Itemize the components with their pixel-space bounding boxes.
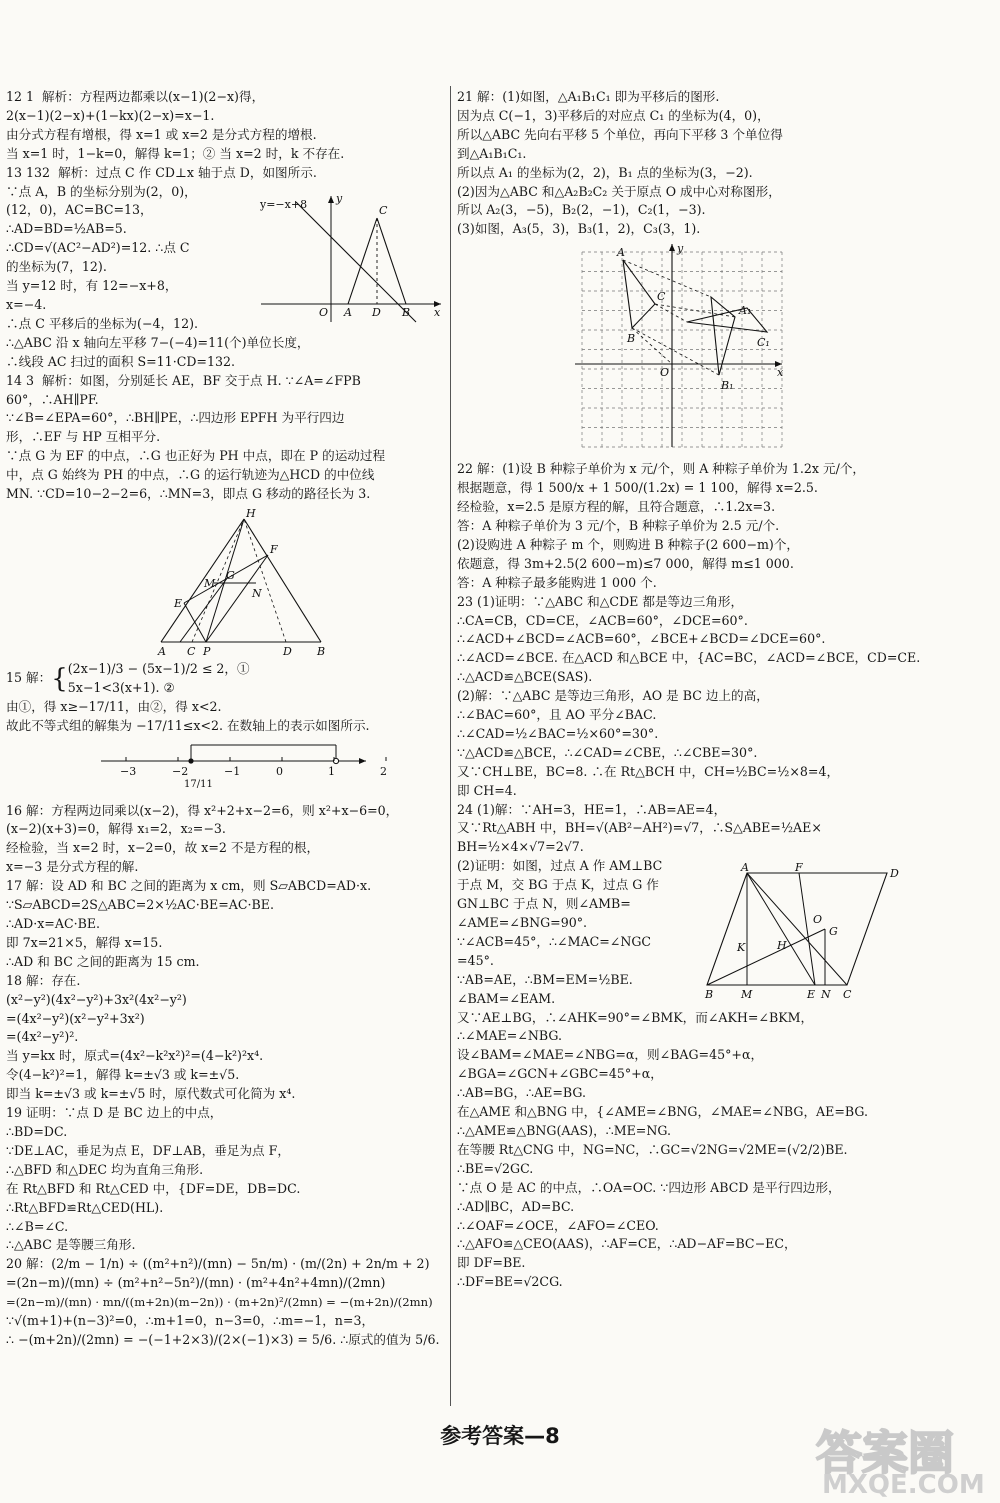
text-line: x=−4. bbox=[6, 296, 47, 312]
text-line: (2)因为△ABC 和△A₂B₂C₂ 关于原点 O 成中心对称图形， bbox=[457, 183, 781, 199]
svg-text:H: H bbox=[246, 506, 256, 520]
text-line: ∴AD=BD=½AB=5. bbox=[6, 221, 127, 237]
text-line: ∴△ACD≌△BCE(SAS). bbox=[457, 669, 593, 685]
text-line: 16 解：方程两边同乘以(x−2)，得 x²+2+x−2=6，则 x²+x−6=0， bbox=[6, 802, 399, 818]
svg-text:B: B bbox=[705, 987, 714, 1001]
text-line: 所以点 A₁ 的坐标为(2，2)，B₁ 点的坐标为(3，−2). bbox=[457, 164, 753, 180]
svg-text:G: G bbox=[829, 924, 838, 938]
text-line: 即当 k=±√3 或 k=±√5 时，原代数式可化简为 x⁴. bbox=[6, 1086, 296, 1102]
text-line: 故此不等式组的解集为 −17/11≤x<2. 在数轴上的表示如图所示. bbox=[6, 717, 370, 733]
text-line: ∴∠MAE=∠NBG. bbox=[457, 1028, 562, 1044]
text-line: 所以 A₂(3，−5)，B₂(2，−1)，C₂(1，−3). bbox=[457, 202, 706, 218]
svg-text:H: H bbox=[777, 938, 787, 952]
svg-text:O: O bbox=[319, 305, 329, 319]
text-line: 23 (1)证明：∵△ABC 和△CDE 都是等边三角形， bbox=[457, 593, 744, 609]
text-line: 形，∴EF 与 HP 互相平分. bbox=[6, 429, 161, 445]
svg-text:C: C bbox=[379, 203, 388, 217]
text-line: 13 132 解析：过点 C 作 CD⊥x 轴于点 D，如图所示. bbox=[6, 164, 317, 180]
svg-text:O: O bbox=[660, 366, 670, 380]
text-line: 的坐标为(7，12). bbox=[6, 259, 107, 275]
text-line: 2(x−1)(2−x)+(1−kx)(2−x)=x−1. bbox=[6, 107, 215, 123]
text-line: ∴AD·x=AC·BE. bbox=[6, 916, 101, 931]
text-line: (x²−y²)(4x²−y²)+3x²(4x²−y²) bbox=[6, 991, 187, 1007]
tick-label: −2 bbox=[172, 764, 189, 778]
text-line: ∴ −(m+2n)/(2mn) = −(−1+2×3)/(2×(−1)×3) = 5/6. ∴原式的值为 5/6. bbox=[6, 1331, 440, 1347]
answer-20 bbox=[6, 1255, 446, 1350]
svg-text:y: y bbox=[336, 191, 343, 205]
text-line: 依题意，得 3m+2.5(2 600−m)≤7 000，解得 m≤1 000. bbox=[457, 555, 794, 571]
svg-text:F: F bbox=[795, 860, 803, 874]
text-line: ∴线段 AC 扫过的面积 S=11·CD=132. bbox=[6, 353, 236, 369]
text-line: 60°，∴AH∥PF. bbox=[6, 391, 99, 407]
svg-text:N: N bbox=[252, 586, 262, 600]
text-line: 由分式方程有增根，得 x=1 或 x=2 是分式方程的增根. bbox=[6, 126, 317, 142]
text-line: ∵AB=AE，∴BM=EM=½BE. bbox=[457, 971, 633, 987]
text-line: (2)设购进 A 种粽子 m 个，则购进 B 种粽子(2 600−m)个， bbox=[457, 536, 800, 552]
equation-1: (2x−1)/3 − (5x−1)/2 ≤ 2，① bbox=[67, 660, 250, 676]
text-line: ∠BGA=∠GCN+∠GBC=45°+α， bbox=[457, 1066, 663, 1082]
text-line: ∠BAM=∠EAM. bbox=[457, 990, 556, 1006]
text-line: ∴AD 和 BC 之间的距离为 15 cm. bbox=[6, 953, 200, 969]
text-line: 又∵CH⊥BE，BC=8. ∴在 Rt△BCH 中，CH=½BC=½×8=4， bbox=[457, 763, 840, 779]
text-line: 因为点 C(−1，3)平移后的对应点 C₁ 的坐标为(4，0)， bbox=[457, 107, 770, 123]
text-line: x=−3 是分式方程的解. bbox=[6, 859, 139, 875]
q13-coordinate-figure bbox=[256, 192, 446, 327]
text-line: 即 7x=21×5，解得 x=15. bbox=[6, 934, 163, 950]
text-line: ∴点 C 平移后的坐标为(−4，12). bbox=[6, 315, 198, 331]
svg-text:O: O bbox=[813, 912, 823, 926]
text-line: 20 解：(2/m − 1/n) ÷ ((m²+n²)/(mn) − 5n/m) · (m/(2n) + 2n/m + 2) bbox=[6, 1256, 430, 1272]
svg-text:M: M bbox=[204, 576, 216, 590]
text-line: 所以△ABC 先向右平移 5 个单位，再向下平移 3 个单位得 bbox=[457, 126, 783, 142]
svg-text:A: A bbox=[344, 305, 352, 319]
text-line: 当 y=12 时，有 12=−x+8， bbox=[6, 278, 178, 294]
svg-text:C₁: C₁ bbox=[757, 336, 770, 350]
text-line: 在△AME 和△BNG 中，{∠AME=∠BNG，∠MAE=∠NBG，AE=BG. bbox=[457, 1104, 868, 1120]
text-line: ∴Rt△BFD≌Rt△CED(HL). bbox=[6, 1199, 164, 1215]
watermark-logo bbox=[808, 1425, 990, 1500]
svg-text:x: x bbox=[777, 366, 784, 380]
text-line: 中，点 G 始终为 PH 的中点，∴G 的运行轨迹为△HCD 的中位线 bbox=[6, 467, 375, 483]
text-line: 当 y=kx 时，原式=(4x²−k²x²)²=(4−k²)²x⁴. bbox=[6, 1048, 264, 1064]
text-line: 经检验，当 x=2 时，x−2=0，故 x=2 不是方程的根， bbox=[6, 840, 320, 856]
text-line: 17 解：设 AD 和 BC 之间的距离为 x cm，则 S▱ABCD=AD·x. bbox=[6, 878, 372, 894]
q24-parallelogram-figure bbox=[705, 860, 907, 1001]
equation-2: 5x−1<3(x+1). ② bbox=[67, 679, 175, 695]
svg-text:A: A bbox=[617, 246, 625, 260]
svg-text:B₁: B₁ bbox=[721, 379, 734, 393]
page-footer: 参考答案—8 bbox=[440, 1424, 560, 1448]
svg-text:C: C bbox=[843, 987, 852, 1001]
svg-text:M: M bbox=[741, 987, 753, 1001]
text-line: 答：A 种粽子单价为 3 元/个，B 种粽子单价为 2.5 元/个. bbox=[457, 517, 780, 533]
text-line: 24 (1)解：∵AH=3，HE=1，∴AB=AE=4， bbox=[457, 801, 727, 817]
text-line: ∴AD∥BC，AD=BC. bbox=[457, 1198, 575, 1214]
answer-22 bbox=[457, 460, 997, 592]
text-line: =45°. bbox=[457, 952, 494, 968]
text-line: ∵△ACD≌△BCE，∴∠CAD=∠CBE，∴∠CBE=30°. bbox=[457, 744, 758, 760]
text-line: 到△A₁B₁C₁. bbox=[457, 145, 527, 161]
text-line: ∴CA=CB，CD=CE，∠ACB=60°，∠DCE=60°. bbox=[457, 612, 748, 628]
text-line: ∵点 O 是 AC 的中点，∴OA=OC. ∵四边形 ABCD 是平行四边形， bbox=[457, 1179, 841, 1195]
text-line: =(2n−m)/(mn) · mn/((m+2n)(m−2n)) · (m+2n)²/(2mn) = −(m+2n)/(2mn) bbox=[6, 1295, 433, 1310]
tick-label: −3 bbox=[120, 764, 137, 778]
answer-19 bbox=[6, 1104, 446, 1255]
text-line: MN. ∵CD=10−2−2=6，∴MN=3，即点 G 移动的路径长为 3. bbox=[6, 486, 371, 502]
svg-text:N: N bbox=[821, 987, 831, 1001]
tick-label: 0 bbox=[276, 764, 283, 778]
text-line: 设∠BAM=∠MAE=∠NBG=α，则∠BAG=45°+α， bbox=[457, 1047, 764, 1063]
text-line: ∴CD=√(AC²−AD²)=12. ∴点 C bbox=[6, 240, 190, 256]
text-line: ∴∠BAC=60°，且 AO 平分∠BAC. bbox=[457, 707, 657, 723]
text-line: (2)解：∵△ABC 是等边三角形，AO 是 BC 边上的高， bbox=[457, 688, 769, 704]
answer-18 bbox=[6, 972, 446, 1104]
text-line: (2)证明：如图，过点 A 作 AM⊥BC bbox=[457, 858, 663, 874]
answer-13 bbox=[6, 164, 446, 372]
text-line: 令(4−k²)²=1，解得 k=±√3 或 k=±√5. bbox=[6, 1067, 240, 1083]
svg-text:y: y bbox=[677, 242, 684, 256]
text-line: 又∵AE⊥BG，∴∠AHK=90°=∠BMK，而∠AKH=∠BKM， bbox=[457, 1009, 814, 1025]
svg-text:C: C bbox=[657, 290, 666, 304]
text-line: ∴∠ACD=∠BCE. 在△ACD 和△BCE 中，{AC=BC，∠ACD=∠BCE，CD=CE. bbox=[457, 650, 921, 666]
answer-17 bbox=[6, 877, 446, 972]
answer-21 bbox=[457, 88, 997, 457]
svg-text:P: P bbox=[203, 644, 211, 658]
text-line: ∵DE⊥AC，垂足为点 E，DF⊥AB，垂足为点 F， bbox=[6, 1142, 290, 1158]
text-line: ∴∠B=∠C. bbox=[6, 1218, 69, 1234]
text-line: (3)如图，A₃(5，3)，B₃(1，2)，C₃(3，1). bbox=[457, 221, 701, 237]
text-line: ∴△ABC 沿 x 轴向左平移 7−(−4)=11(个)单位长度， bbox=[6, 334, 310, 350]
watermark-url: MXQE.COM bbox=[822, 1470, 985, 1500]
text-line: 在等腰 Rt△CNG 中，NG=NC，∴GC=√2NG=√2ME=(√2/2)BE. bbox=[457, 1141, 848, 1157]
watermark-text: 答案圈 bbox=[816, 1426, 954, 1480]
tick-label: 1 bbox=[328, 764, 335, 778]
answer-14 bbox=[6, 372, 446, 657]
text-line: 14 3 解析：如图，分别延长 AE，BF 交于点 H. ∵∠A=∠FPB bbox=[6, 372, 361, 388]
text-line: ∴△BFD 和△DEC 均为直角三角形. bbox=[6, 1161, 204, 1177]
svg-text:K: K bbox=[737, 940, 746, 954]
svg-text:E: E bbox=[807, 987, 816, 1001]
svg-text:D: D bbox=[372, 305, 381, 319]
text-line: 于点 M，交 BG 于点 K，过点 G 作 bbox=[457, 877, 659, 893]
text-line: ∴DF=BE=√2CG. bbox=[457, 1274, 563, 1290]
text-line: 15 解： bbox=[6, 670, 52, 686]
text-line: ∴∠ACD+∠BCD=∠ACB=60°，∠BCE+∠BCD=∠DCE=60°. bbox=[457, 631, 826, 647]
svg-text:D: D bbox=[890, 866, 899, 880]
right-column bbox=[457, 88, 997, 1292]
text-line: ∴BE=√2GC. bbox=[457, 1160, 534, 1176]
q14-triangle-figure bbox=[6, 507, 446, 657]
left-column bbox=[6, 88, 446, 1350]
svg-text:A: A bbox=[741, 860, 749, 874]
svg-text:B: B bbox=[627, 332, 636, 346]
svg-text:B: B bbox=[402, 305, 411, 319]
text-line: ∵S▱ABCD=2S△ABC=2×½AC·BE=AC·BE. bbox=[6, 897, 274, 913]
text-line: 当 x=1 时，1−k=0，解得 k=1；② 当 x=2 时，k 不存在. bbox=[6, 145, 345, 161]
text-line: 在 Rt△BFD 和 Rt△CED 中，{DF=DE，DB=DC. bbox=[6, 1180, 301, 1196]
text-line: 21 解：(1)如图，△A₁B₁C₁ 即为平移后的图形. bbox=[457, 89, 720, 104]
text-line: ∵∠B=∠EPA=60°，∴BH∥PE，∴四边形 EPFH 为平行四边 bbox=[6, 410, 345, 426]
text-line: ∵点 G 为 EF 的中点，∴G 也正好为 PH 中点，即在 P 的运动过程 bbox=[6, 448, 386, 464]
svg-text:A: A bbox=[158, 644, 166, 658]
text-line: =(2n−m)/(mn) ÷ (m²+n²−5n²)/(mn) · (m²+4n²+4mn)/(2mn) bbox=[6, 1275, 386, 1291]
number-line bbox=[6, 739, 446, 799]
text-line: 22 解：(1)设 B 种粽子单价为 x 元/个，则 A 种粽子单价为 1.2x 元/个， bbox=[457, 461, 866, 477]
text-line: ∴∠OAF=∠OCE，∠AFO=∠CEO. bbox=[457, 1217, 659, 1233]
text-line: (x−2)(x+3)=0，解得 x₁=2，x₂=−3. bbox=[6, 821, 226, 837]
svg-text:C: C bbox=[187, 644, 196, 658]
number-line-ticks bbox=[120, 757, 387, 778]
svg-text:E: E bbox=[174, 596, 183, 610]
text-line: ∴△ABC 是等腰三角形. bbox=[6, 1237, 136, 1253]
text-line: 即 CH=4. bbox=[457, 782, 517, 798]
answer-24 bbox=[457, 801, 997, 1293]
text-line: ∵√(m+1)+(n−3)²=0，∴m+1=0，n−3=0，∴m=−1，n=3， bbox=[6, 1313, 375, 1329]
text-line: 18 解：存在. bbox=[6, 972, 81, 988]
text-line: ∴△AME≌△BNG(AAS)，∴ME=NG. bbox=[457, 1122, 671, 1138]
fraction-label: 17/11 bbox=[184, 778, 213, 790]
text-line: GN⊥BC 于点 N，则∠AMB= bbox=[457, 896, 631, 912]
answer-15: 15 解： { (2x−1)/3 − (5x−1)/2 ≤ 2，① 5x−1<3(x+1). ② 由①，得 x≥−17/11，由②，得 x<2. 故此不等式组的解集为 −17/11≤x<2. 在数轴上的表示如图所示. −3 −2 −1 0 1 2 17/11 bbox=[6, 660, 446, 799]
text-line: 又∵Rt△ABH 中，BH=√(AB²−AH²)=√7，∴S△ABE=½AE× bbox=[457, 820, 822, 836]
text-line: ∵点 A，B 的坐标分别为(2，0)， bbox=[6, 183, 197, 199]
answer-16 bbox=[6, 802, 446, 878]
svg-text:x: x bbox=[434, 305, 441, 319]
svg-text:B: B bbox=[317, 644, 326, 658]
column-divider bbox=[450, 86, 451, 1406]
answer-23 bbox=[457, 593, 997, 801]
text-line: ∵∠ACB=45°，∴∠MAC=∠NGC bbox=[457, 933, 652, 949]
svg-text:G: G bbox=[226, 568, 235, 582]
q21-grid-figure bbox=[457, 242, 997, 457]
text-line: ∠AME=∠BNG=90°. bbox=[457, 915, 588, 930]
svg-text:A₁: A₁ bbox=[739, 304, 752, 318]
line-equation-label: y=−x+8 bbox=[260, 197, 308, 211]
text-line: 根据题意，得 1 500/x + 1 500/(1.2x) = 1 100，解得 x=2.5. bbox=[457, 480, 818, 496]
text-line: BH=½×4×√7=2√7. bbox=[457, 839, 584, 855]
tick-label: 2 bbox=[380, 764, 387, 778]
text-line: 由①，得 x≥−17/11，由②，得 x<2. bbox=[6, 698, 222, 714]
text-line: ∴AB=BG，∴AE=BG. bbox=[457, 1085, 587, 1101]
text-line: 经检验，x=2.5 是原方程的解，且符合题意，∴1.2x=3. bbox=[457, 499, 776, 515]
text-line: 19 证明：∵点 D 是 BC 边上的中点， bbox=[6, 1105, 223, 1121]
text-line: ∴∠CAD=½∠BAC=½×60°=30°. bbox=[457, 725, 659, 741]
text-line: ∴BD=DC. bbox=[6, 1123, 68, 1139]
text-line: 12 1 解析：方程两边都乘以(x−1)(2−x)得， bbox=[6, 89, 265, 104]
svg-text:F: F bbox=[270, 542, 278, 556]
text-line: 答：A 种粽子最多能购进 1 000 个. bbox=[457, 574, 657, 590]
text-line: ∴△AFO≌△CEO(AAS)，∴AF=CE，∴AD−AF=BC−EC， bbox=[457, 1236, 797, 1252]
text-line: (12，0)，AC=BC=13， bbox=[6, 202, 153, 218]
tick-label: −1 bbox=[224, 764, 241, 778]
svg-text:D: D bbox=[283, 644, 292, 658]
answer-12 bbox=[6, 88, 446, 164]
text-line: 即 DF=BE. bbox=[457, 1255, 526, 1271]
text-line: =(4x²−y²)(x²−y²+3x²) bbox=[6, 1010, 145, 1026]
text-line: =(4x²−y²)². bbox=[6, 1029, 79, 1045]
